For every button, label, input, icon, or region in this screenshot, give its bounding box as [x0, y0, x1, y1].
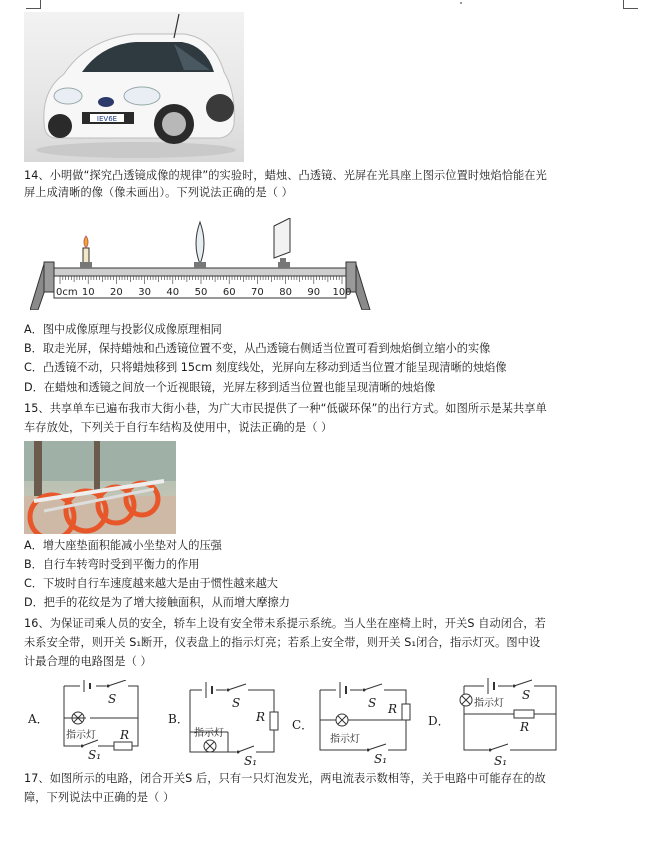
q17-stem-line1: 17、如图所示的电路，闭合开关S 后，只有一只灯泡发光，两电流表示数相等，关于电路中可能存在的故: [24, 772, 546, 785]
circuit-a-switch-s: S: [108, 692, 117, 706]
q16-stem-line1: 16、为保证司乘人员的安全，轿车上设有安全带未系提示系统。当人坐在座椅上时，开关S 自动闭合，若: [24, 617, 546, 630]
circuit-c-resistor-r: R: [388, 702, 398, 716]
ruler-label: 0cm: [56, 287, 78, 298]
ruler-label: 40: [166, 287, 180, 298]
shared-bikes-photo: [24, 441, 176, 534]
circuit-a-option-label: A．: [28, 712, 49, 726]
page-corner-mark: [26, 0, 41, 9]
ruler-label: 20: [110, 287, 123, 298]
circuit-diagram-d: [428, 676, 568, 766]
ruler-label: 80: [279, 287, 292, 298]
circuit-b-lamp-label: 指示灯: [194, 728, 224, 739]
circuit-d-switch-s1: S₁: [494, 754, 508, 768]
q14-option-b: B．取走光屏，保持蜡烛和凸透镜位置不变，从凸透镜右侧适当位置可看到烛焰倒立缩小的实像: [24, 342, 491, 355]
circuit-d-switch-s: S: [522, 688, 531, 702]
circuit-diagram-c: [292, 680, 422, 766]
q15-option-d: D．把手的花纹是为了增大接触面积，从而增大摩擦力: [24, 596, 290, 609]
circuit-b-option-label: B．: [168, 712, 189, 726]
circuit-b-resistor-r: R: [256, 710, 266, 724]
circuit-b-switch-s: S: [232, 696, 241, 710]
q14-option-a: A．图中成像原理与投影仪成像原理相同: [24, 323, 222, 336]
q16-stem-line2: 未系安全带，则开关 S₁断开，仪表盘上的指示灯亮；若系上安全带，则开关 S₁闭合，指示灯灭。图中设: [24, 636, 541, 649]
ruler-label: 30: [138, 287, 151, 298]
ruler-label: 100: [332, 287, 352, 298]
circuit-b-switch-s1: S₁: [244, 754, 258, 768]
circuit-diagram-b: [168, 680, 298, 768]
circuit-a-lamp-label: 指示灯: [66, 730, 96, 741]
ruler-label: 10: [81, 287, 95, 298]
q14-stem-line2: 屏上成清晰的像（像未画出）。下列说法正确的是（ ）: [24, 186, 293, 199]
q14-option-c: C．凸透镜不动，只将蜡烛移到 15cm 刻度线处，光屏向左移动到适当位置才能呈现清晰的烛焰像: [24, 361, 507, 374]
ruler-label: 60: [222, 287, 236, 298]
badge-text: IEV6E: [96, 115, 118, 123]
q16-stem-line3: 计最合理的电路图是（ ）: [24, 655, 152, 668]
q15-option-c: C．下坡时自行车速度越来越大是由于惯性越来越大: [24, 577, 278, 590]
electric-car-photo: [24, 12, 244, 162]
circuit-c-lamp-label: 指示灯: [330, 734, 360, 745]
q14-option-d: D．在蜡烛和透镜之间放一个近视眼镜，光屏左移到适当位置也能呈现清晰的烛焰像: [24, 381, 436, 394]
circuit-d-resistor-r: R: [520, 720, 530, 734]
circuit-d-option-label: D．: [428, 714, 450, 728]
circuit-diagram-a: [28, 680, 158, 760]
ruler-label: 70: [251, 287, 264, 298]
q15-option-b: B．自行车转弯时受到平衡力的作用: [24, 558, 200, 571]
circuit-a-switch-s1: S₁: [88, 748, 102, 762]
ruler-label: 90: [307, 287, 321, 298]
q17-stem-line2: 障，下列说法中正确的是（ ）: [24, 791, 175, 804]
ruler-label: 50: [194, 287, 208, 298]
circuit-c-option-label: C．: [292, 718, 314, 732]
q14-stem-line1: 14、小明做“探究凸透镜成像的规律”的实验时，蜡烛、凸透镜、光屏在光具座上图示位置时烛焰恰能在光: [24, 169, 547, 182]
circuit-d-lamp-label: 指示灯: [474, 698, 504, 709]
q15-option-a: A．增大座垫面积能减小坐垫对人的压强: [24, 539, 222, 552]
page-dot: [460, 2, 462, 4]
circuit-c-switch-s1: S₁: [374, 752, 388, 766]
page-corner-mark: [623, 0, 638, 9]
circuit-a-resistor-r: R: [120, 728, 130, 742]
optical-bench-diagram: [30, 218, 380, 310]
q15-stem-line2: 车存放处，下列关于自行车结构及使用中，说法正确的是（ ）: [24, 421, 333, 434]
circuit-c-switch-s: S: [368, 696, 377, 710]
q15-stem-line1: 15、共享单车已遍布我市大街小巷，为广大市民提供了一种“低碳环保”的出行方式。如图所示是某共享单: [24, 402, 547, 415]
